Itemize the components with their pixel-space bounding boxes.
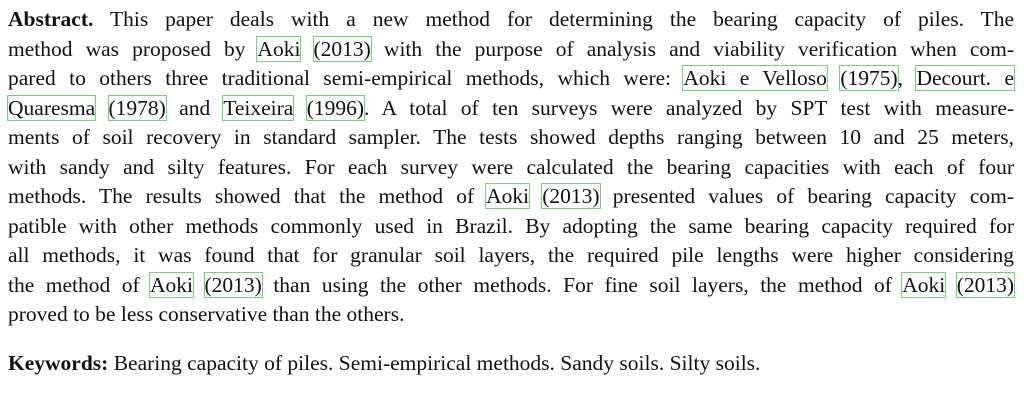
body-text: . A total of ten surveys were analyzed by SPT test with measure- [364,95,1015,120]
body-text [945,273,957,297]
section-label: Abstract. [8,7,94,31]
text-line [8,5,1014,35]
body-text: methods. The results showed that the method of [8,184,487,208]
body-text: presented values of bearing capacity com- [599,184,1015,208]
citation-link[interactable]: (2013) [542,184,600,208]
text-line [8,212,1014,242]
section-label: Keywords: [8,350,109,375]
text-line [8,271,1014,301]
text-line [8,94,1014,124]
body-text: method was proposed by [8,36,258,61]
citation-link[interactable]: (2013) [956,272,1015,297]
body-text: pared to others three traditional semi-empirical methods, which were: [8,66,684,90]
body-text: patible with other methods commonly used in Brazil. By adopting the same bearing capacity required for [8,213,1014,238]
text-line [8,241,1014,271]
citation-link[interactable]: (2013) [313,36,371,61]
text-line [8,182,1014,212]
abstract-paragraph [8,5,1014,330]
citation-link[interactable]: Quaresma [8,95,96,120]
body-text [193,273,205,297]
text-line [8,35,1014,65]
citation-link[interactable]: (2013) [204,272,262,297]
body-text [300,37,313,61]
body-text: with the purpose of analysis and viability verification when com- [370,36,1015,61]
body-text [529,184,542,208]
citation-link[interactable]: Aoki [149,272,193,297]
body-text: proved to be less conservative than the others. [8,302,405,326]
citation-link[interactable]: (1996) [306,95,365,120]
body-text: Bearing capacity of piles. Semi-empirical methods. Sandy soils. Silty soils. [108,350,761,375]
text-line [8,153,1014,183]
text-line [8,300,1014,330]
text-line [8,349,1014,379]
citation-link[interactable]: Decourt. e [916,66,1015,90]
citation-link[interactable]: Aoki [486,184,530,208]
citation-link[interactable]: (1978) [108,95,166,120]
body-text: with sandy and silty features. For each survey were calculated the bearing capacities with each of four [8,154,1014,179]
body-text [95,96,108,120]
citation-link[interactable]: Aoki [902,272,946,297]
body-text [293,96,306,120]
body-text: , [897,66,917,90]
body-text: ments of soil recovery in standard sampler. The tests showed depths ranging between 10 and 25 meters, [8,125,1014,149]
body-text: than using the other methods. For fine soil layers, the method of [261,272,903,297]
text-line [8,64,1014,94]
text-line [8,123,1014,153]
body-text: This paper deals with a new method for determining the bearing capacity of piles. The [93,7,1014,31]
body-text [827,66,840,90]
citation-link[interactable]: Aoki [257,36,301,61]
citation-link[interactable]: Aoki e Velloso [683,66,827,90]
body-text: the method of [8,272,150,297]
body-text: all methods, it was found that for granular soil layers, the required pile lengths were higher considering [8,243,1014,267]
body-text: and [165,95,224,120]
keywords-paragraph [8,349,1014,379]
citation-link[interactable]: Teixeira [223,95,294,120]
citation-link[interactable]: (1975) [840,66,898,90]
